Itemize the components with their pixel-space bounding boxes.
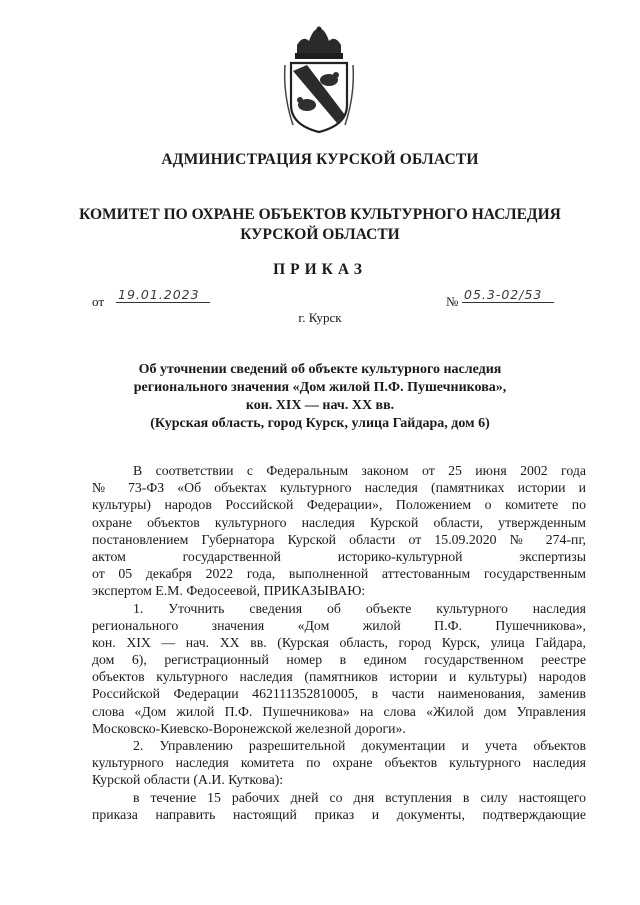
subject-line: регионального значения «Дом жилой П.Ф. Пушечникова», [133,380,507,395]
body-line: слова «Дом жилой П.Ф. Пушечникова» на слова «Жилой дом Управления [92,703,586,719]
order-body [92,462,586,823]
body-line: Российской Федерации 462111352810005, в части наименования, заменив [92,686,586,702]
body-line: приказа направить настоящий приказ и документы, подтверждающие [92,806,586,822]
body-line: культурного наследия комитета по охране объектов культурного наследия [92,755,586,771]
city: г. Курск [298,310,342,325]
body-line: В соответствии с Федеральным законом от 25 июня 2002 года [133,463,586,478]
body-line: экспертом Е.М. Федосеевой, ПРИКАЗЫВАЮ: [92,583,366,599]
body-line: в течение 15 рабочих дней со дня вступления в силу настоящего [133,789,586,805]
order-subject [0,361,640,433]
subject-line: (Курская область, город Курск, улица Гайдара, дом 6) [150,416,490,431]
committee-title [0,205,640,245]
body-line: 2. Управлению разрешительной документации и учета объектов [133,738,586,753]
body-line: кон. XIX — нач. XX вв. (Курская область, город Курск, улица Гайдара, [92,634,586,650]
body-line: Московско-Киевско-Воронежской железной дороги». [92,720,406,736]
date-value: 19.01.2023 [116,287,210,303]
body-line: регионального значения «Дом жилой П.Ф. Пушечникова», [92,617,586,633]
committee-title-line2: КУРСКОЙ ОБЛАСТИ [240,226,400,243]
coat-of-arms-icon [283,25,355,135]
body-line: актом государственной историко-культурной экспертизы [92,548,586,564]
number-value: 05.3-02/53 [462,287,554,303]
body-line: № 73-ФЗ «Об объектах культурного наследия (памятниках истории и [92,480,586,496]
date-label: от [92,294,105,309]
body-line: охране объектов культурного наследия Курской области, утвержденным [92,514,586,530]
body-line: от 05 декабря 2022 года, выполненной аттестованным государственным [92,566,586,582]
body-line: культуры) народов Российской Федерации», Положением о комитете по [92,497,586,513]
administration-title: АДМИНИСТРАЦИЯ КУРСКОЙ ОБЛАСТИ [161,151,479,168]
body-line: объектов культурного наследия (памятников истории и культуры) народов [92,669,586,685]
subject-line: Об уточнении сведений об объекте культурного наследия [138,362,502,377]
committee-title-line1: КОМИТЕТ ПО ОХРАНЕ ОБЪЕКТОВ КУЛЬТУРНОГО НАСЛЕДИЯ [79,206,561,223]
body-line: 1. Уточнить сведения об объекте культурного наследия [133,600,586,616]
number-label: № [446,294,459,309]
body-line: дом 6), регистрационный номер в едином государственном реестре [92,652,586,668]
subject-line: кон. XIX — нач. XX вв. [245,398,395,413]
body-line: Курской области (А.И. Куткова): [92,772,284,788]
body-line: постановлением Губернатора Курской области от 15.09.2020 № 274-пг, [92,531,586,547]
document-type: ПРИКАЗ [273,261,367,278]
